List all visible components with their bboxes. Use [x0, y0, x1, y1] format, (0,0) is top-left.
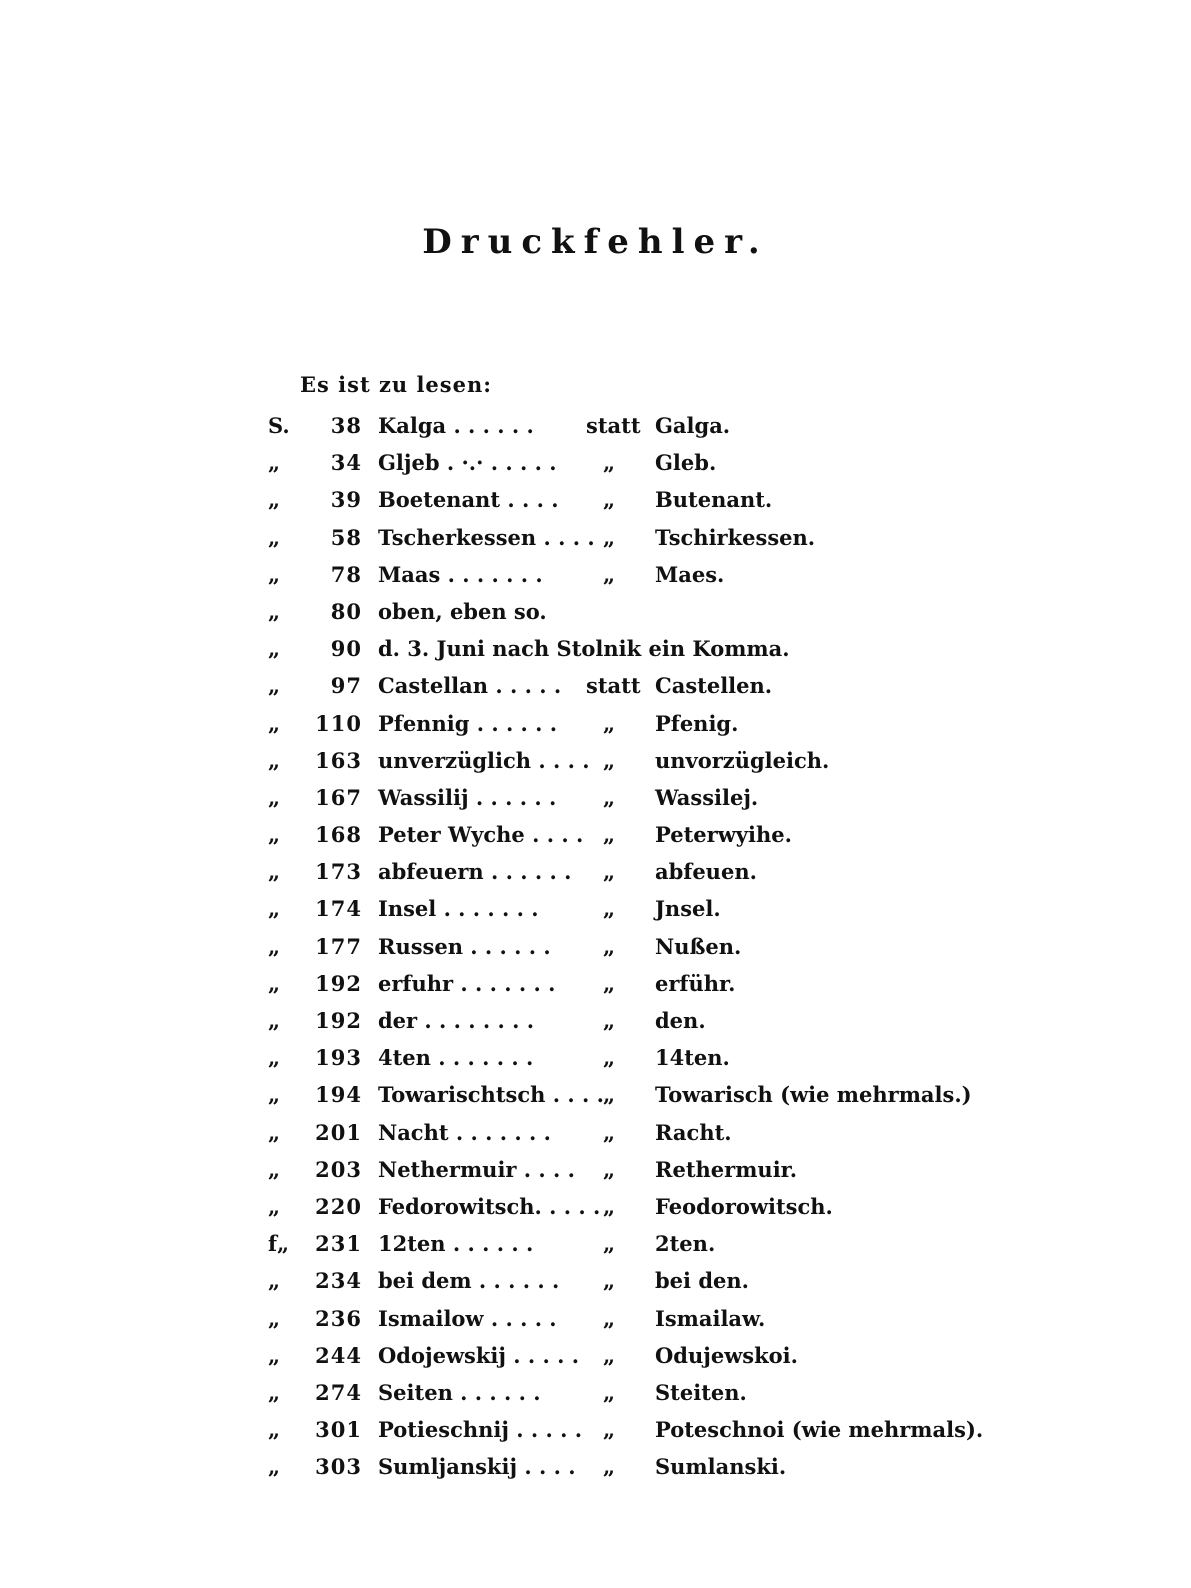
errata-row [0, 1228, 1191, 1265]
errata-correct-text: Racht. [655, 1119, 732, 1145]
errata-page-number: 80 [330, 598, 362, 624]
errata-wrong-text: der . . . . . . . . [378, 1008, 535, 1033]
errata-correct-text: Ismailaw. [655, 1305, 766, 1331]
errata-page-number: 78 [330, 561, 362, 587]
errata-correct-text: Rethermuir. [655, 1156, 798, 1182]
errata-prefix: „ [268, 524, 281, 550]
errata-prefix: „ [268, 1379, 281, 1405]
errata-page-number: 236 [315, 1305, 362, 1331]
errata-wrong-text: Towarischtsch . . . . [378, 1082, 604, 1108]
errata-page-number: 274 [315, 1379, 362, 1405]
errata-separator: „ [602, 561, 616, 587]
errata-wrong-text: Nacht . . . . . . . [378, 1119, 551, 1145]
errata-wrong-text: Potieschnij . . . . . [378, 1417, 583, 1443]
errata-page-number: 90 [330, 636, 362, 662]
errata-row [0, 484, 1191, 521]
errata-correct-text: Poteschnoi (wie mehrmals). [655, 1417, 984, 1443]
errata-wrong-text: abfeuern . . . . . . [378, 859, 572, 885]
errata-wrong-text: erfuhr . . . . . . . [378, 970, 556, 996]
errata-prefix: „ [268, 970, 281, 996]
errata-prefix: S. [268, 413, 290, 438]
errata-page-number: 58 [330, 524, 362, 550]
errata-correct-text: unvorzügleich. [655, 747, 830, 773]
errata-wrong-text: Peter Wyche . . . . [378, 822, 584, 848]
errata-separator: statt [586, 413, 641, 438]
errata-page-number: 201 [315, 1119, 362, 1145]
errata-row [0, 1042, 1191, 1079]
errata-separator: „ [602, 747, 616, 773]
errata-row [0, 1377, 1191, 1414]
errata-page-number: 303 [315, 1454, 362, 1480]
errata-correct-text: Odujewskoi. [655, 1342, 798, 1368]
errata-wrong-text: Nethermuir . . . . [378, 1156, 575, 1182]
errata-page-number: 167 [315, 784, 362, 810]
errata-prefix: „ [268, 598, 281, 624]
errata-correct-text: abfeuen. [655, 859, 757, 885]
errata-wrong-text: Fedorowitsch. . . . . [378, 1193, 601, 1219]
errata-separator: „ [602, 1008, 616, 1033]
errata-row [0, 1154, 1191, 1191]
errata-prefix: „ [268, 1342, 281, 1368]
errata-correct-text: Peterwyihe. [655, 822, 792, 848]
errata-row [0, 1451, 1191, 1488]
errata-row [0, 1005, 1191, 1042]
errata-page-number: 234 [315, 1268, 362, 1294]
errata-prefix: f„ [268, 1231, 290, 1257]
errata-separator: „ [602, 1379, 616, 1405]
errata-correct-text: Galga. [655, 413, 731, 438]
errata-row [0, 745, 1191, 782]
errata-separator: statt [586, 673, 641, 699]
errata-page-number: 194 [315, 1082, 362, 1108]
errata-list [0, 410, 1191, 1488]
errata-page-number: 193 [315, 1045, 362, 1071]
errata-page-number: 192 [315, 970, 362, 996]
errata-page-number: 163 [315, 747, 362, 773]
errata-separator: „ [602, 1045, 616, 1071]
errata-wrong-text: Odojewskij . . . . . [378, 1342, 580, 1368]
errata-correct-text: Maes. [655, 561, 725, 587]
errata-prefix: „ [268, 710, 281, 736]
errata-correct-text: 2ten. [655, 1231, 716, 1257]
errata-page-number: 174 [315, 896, 362, 922]
errata-prefix: „ [268, 1305, 281, 1331]
errata-wrong-text: Castellan . . . . . [378, 673, 562, 699]
intro-line: Es ist zu lesen: [300, 372, 492, 397]
errata-prefix: „ [268, 561, 281, 587]
errata-page-number: 177 [315, 933, 362, 959]
errata-wrong-text: Pfennig . . . . . . [378, 710, 558, 736]
errata-prefix: „ [268, 859, 281, 885]
errata-separator: „ [602, 524, 616, 550]
errata-wrong-text: Maas . . . . . . . [378, 561, 543, 587]
errata-separator: „ [602, 1342, 616, 1368]
errata-wrong-text: unverzüglich . . . . [378, 747, 590, 773]
errata-row [0, 1265, 1191, 1302]
errata-row [0, 1303, 1191, 1340]
errata-correct-text: erführ. [655, 970, 736, 996]
errata-row [0, 1079, 1191, 1116]
errata-correct-text: Jnsel. [655, 896, 721, 922]
errata-wrong-text: Kalga . . . . . . [378, 413, 534, 438]
errata-correct-text: Feodorowitsch. [655, 1193, 833, 1219]
errata-separator: „ [602, 1193, 616, 1219]
errata-separator: „ [602, 784, 616, 810]
errata-wrong-text: bei dem . . . . . . [378, 1268, 560, 1294]
errata-row [0, 968, 1191, 1005]
errata-correct-text: Wassilej. [655, 784, 759, 810]
errata-prefix: „ [268, 1156, 281, 1182]
errata-page-number: 203 [315, 1156, 362, 1182]
errata-separator: „ [602, 1082, 616, 1108]
errata-prefix: „ [268, 1193, 281, 1219]
errata-wrong-text: Seiten . . . . . . [378, 1379, 541, 1405]
errata-correct-text: Butenant. [655, 487, 773, 513]
errata-page-number: 97 [330, 673, 362, 699]
errata-prefix: „ [268, 450, 281, 476]
errata-correct-text: Gleb. [655, 450, 717, 476]
errata-separator: „ [602, 970, 616, 996]
errata-row [0, 670, 1191, 707]
errata-separator: „ [602, 896, 616, 922]
errata-row [0, 1117, 1191, 1154]
errata-page-number: 34 [330, 450, 362, 476]
errata-page-number: 38 [330, 413, 362, 438]
errata-correct-text: Castellen. [655, 673, 773, 699]
errata-correct-text: Sumlanski. [655, 1454, 787, 1480]
errata-row [0, 1340, 1191, 1377]
errata-prefix: „ [268, 784, 281, 810]
errata-page-number: 192 [315, 1008, 362, 1033]
errata-correct-text: Towarisch (wie mehrmals.) [655, 1082, 972, 1108]
errata-separator: „ [602, 859, 616, 885]
errata-row [0, 633, 1191, 670]
errata-prefix: „ [268, 1454, 281, 1480]
errata-row [0, 819, 1191, 856]
errata-wrong-text: 12ten . . . . . . [378, 1231, 534, 1257]
errata-row [0, 782, 1191, 819]
page-title: Druckfehler. [422, 222, 769, 262]
errata-prefix: „ [268, 1417, 281, 1443]
errata-wrong-text: Insel . . . . . . . [378, 896, 539, 922]
errata-row [0, 559, 1191, 596]
errata-wrong-text: Sumljanskij . . . . [378, 1454, 576, 1480]
errata-separator: „ [602, 1156, 616, 1182]
errata-separator: „ [602, 450, 616, 476]
errata-prefix: „ [268, 1008, 281, 1033]
errata-prefix: „ [268, 1045, 281, 1071]
errata-wrong-text: 4ten . . . . . . . [378, 1045, 534, 1071]
errata-prefix: „ [268, 673, 281, 699]
errata-correct-text: Tschirkessen. [655, 524, 816, 550]
errata-correct-text: 14ten. [655, 1045, 730, 1071]
errata-prefix: „ [268, 1082, 281, 1108]
errata-correct-text: Nußen. [655, 933, 742, 959]
errata-separator: „ [602, 1268, 616, 1294]
errata-prefix: „ [268, 1268, 281, 1294]
errata-wrong-text: Russen . . . . . . [378, 933, 551, 959]
errata-page-number: 220 [315, 1193, 362, 1219]
errata-wrong-text: Wassilij . . . . . . [378, 784, 557, 810]
errata-separator: „ [602, 710, 616, 736]
errata-row [0, 410, 1191, 447]
errata-wrong-text: Boetenant . . . . [378, 487, 559, 513]
errata-row [0, 1191, 1191, 1228]
errata-separator: „ [602, 1231, 616, 1257]
errata-row [0, 708, 1191, 745]
errata-row [0, 596, 1191, 633]
errata-row [0, 931, 1191, 968]
errata-separator: „ [602, 822, 616, 848]
errata-separator: „ [602, 487, 616, 513]
errata-correct-text: den. [655, 1008, 706, 1033]
errata-page-number: 39 [330, 487, 362, 513]
errata-wrong-text: Ismailow . . . . . [378, 1305, 557, 1331]
errata-separator: „ [602, 933, 616, 959]
errata-wrong-text: Gljeb . ·.· . . . . . [378, 450, 557, 476]
errata-separator: „ [602, 1454, 616, 1480]
errata-page-number: 244 [315, 1342, 362, 1368]
errata-prefix: „ [268, 487, 281, 513]
errata-correct-text: Steiten. [655, 1379, 747, 1405]
errata-wrong-text: d. 3. Juni nach Stolnik ein Komma. [378, 636, 790, 662]
errata-separator: „ [602, 1417, 616, 1443]
errata-wrong-text: oben, eben so. [378, 598, 547, 624]
errata-prefix: „ [268, 1119, 281, 1145]
errata-row [0, 893, 1191, 930]
errata-prefix: „ [268, 747, 281, 773]
errata-correct-text: Pfenig. [655, 710, 739, 736]
errata-row [0, 1414, 1191, 1451]
errata-page-number: 168 [315, 822, 362, 848]
errata-page-number: 173 [315, 859, 362, 885]
errata-prefix: „ [268, 896, 281, 922]
errata-row [0, 447, 1191, 484]
errata-page-number: 110 [315, 710, 362, 736]
errata-prefix: „ [268, 636, 281, 662]
errata-separator: „ [602, 1305, 616, 1331]
errata-page-number: 301 [315, 1417, 362, 1443]
errata-separator: „ [602, 1119, 616, 1145]
errata-prefix: „ [268, 933, 281, 959]
errata-row [0, 856, 1191, 893]
errata-correct-text: bei den. [655, 1268, 749, 1294]
errata-wrong-text: Tscherkessen . . . . [378, 524, 595, 550]
errata-prefix: „ [268, 822, 281, 848]
errata-page-number: 231 [315, 1231, 362, 1257]
errata-row [0, 522, 1191, 559]
